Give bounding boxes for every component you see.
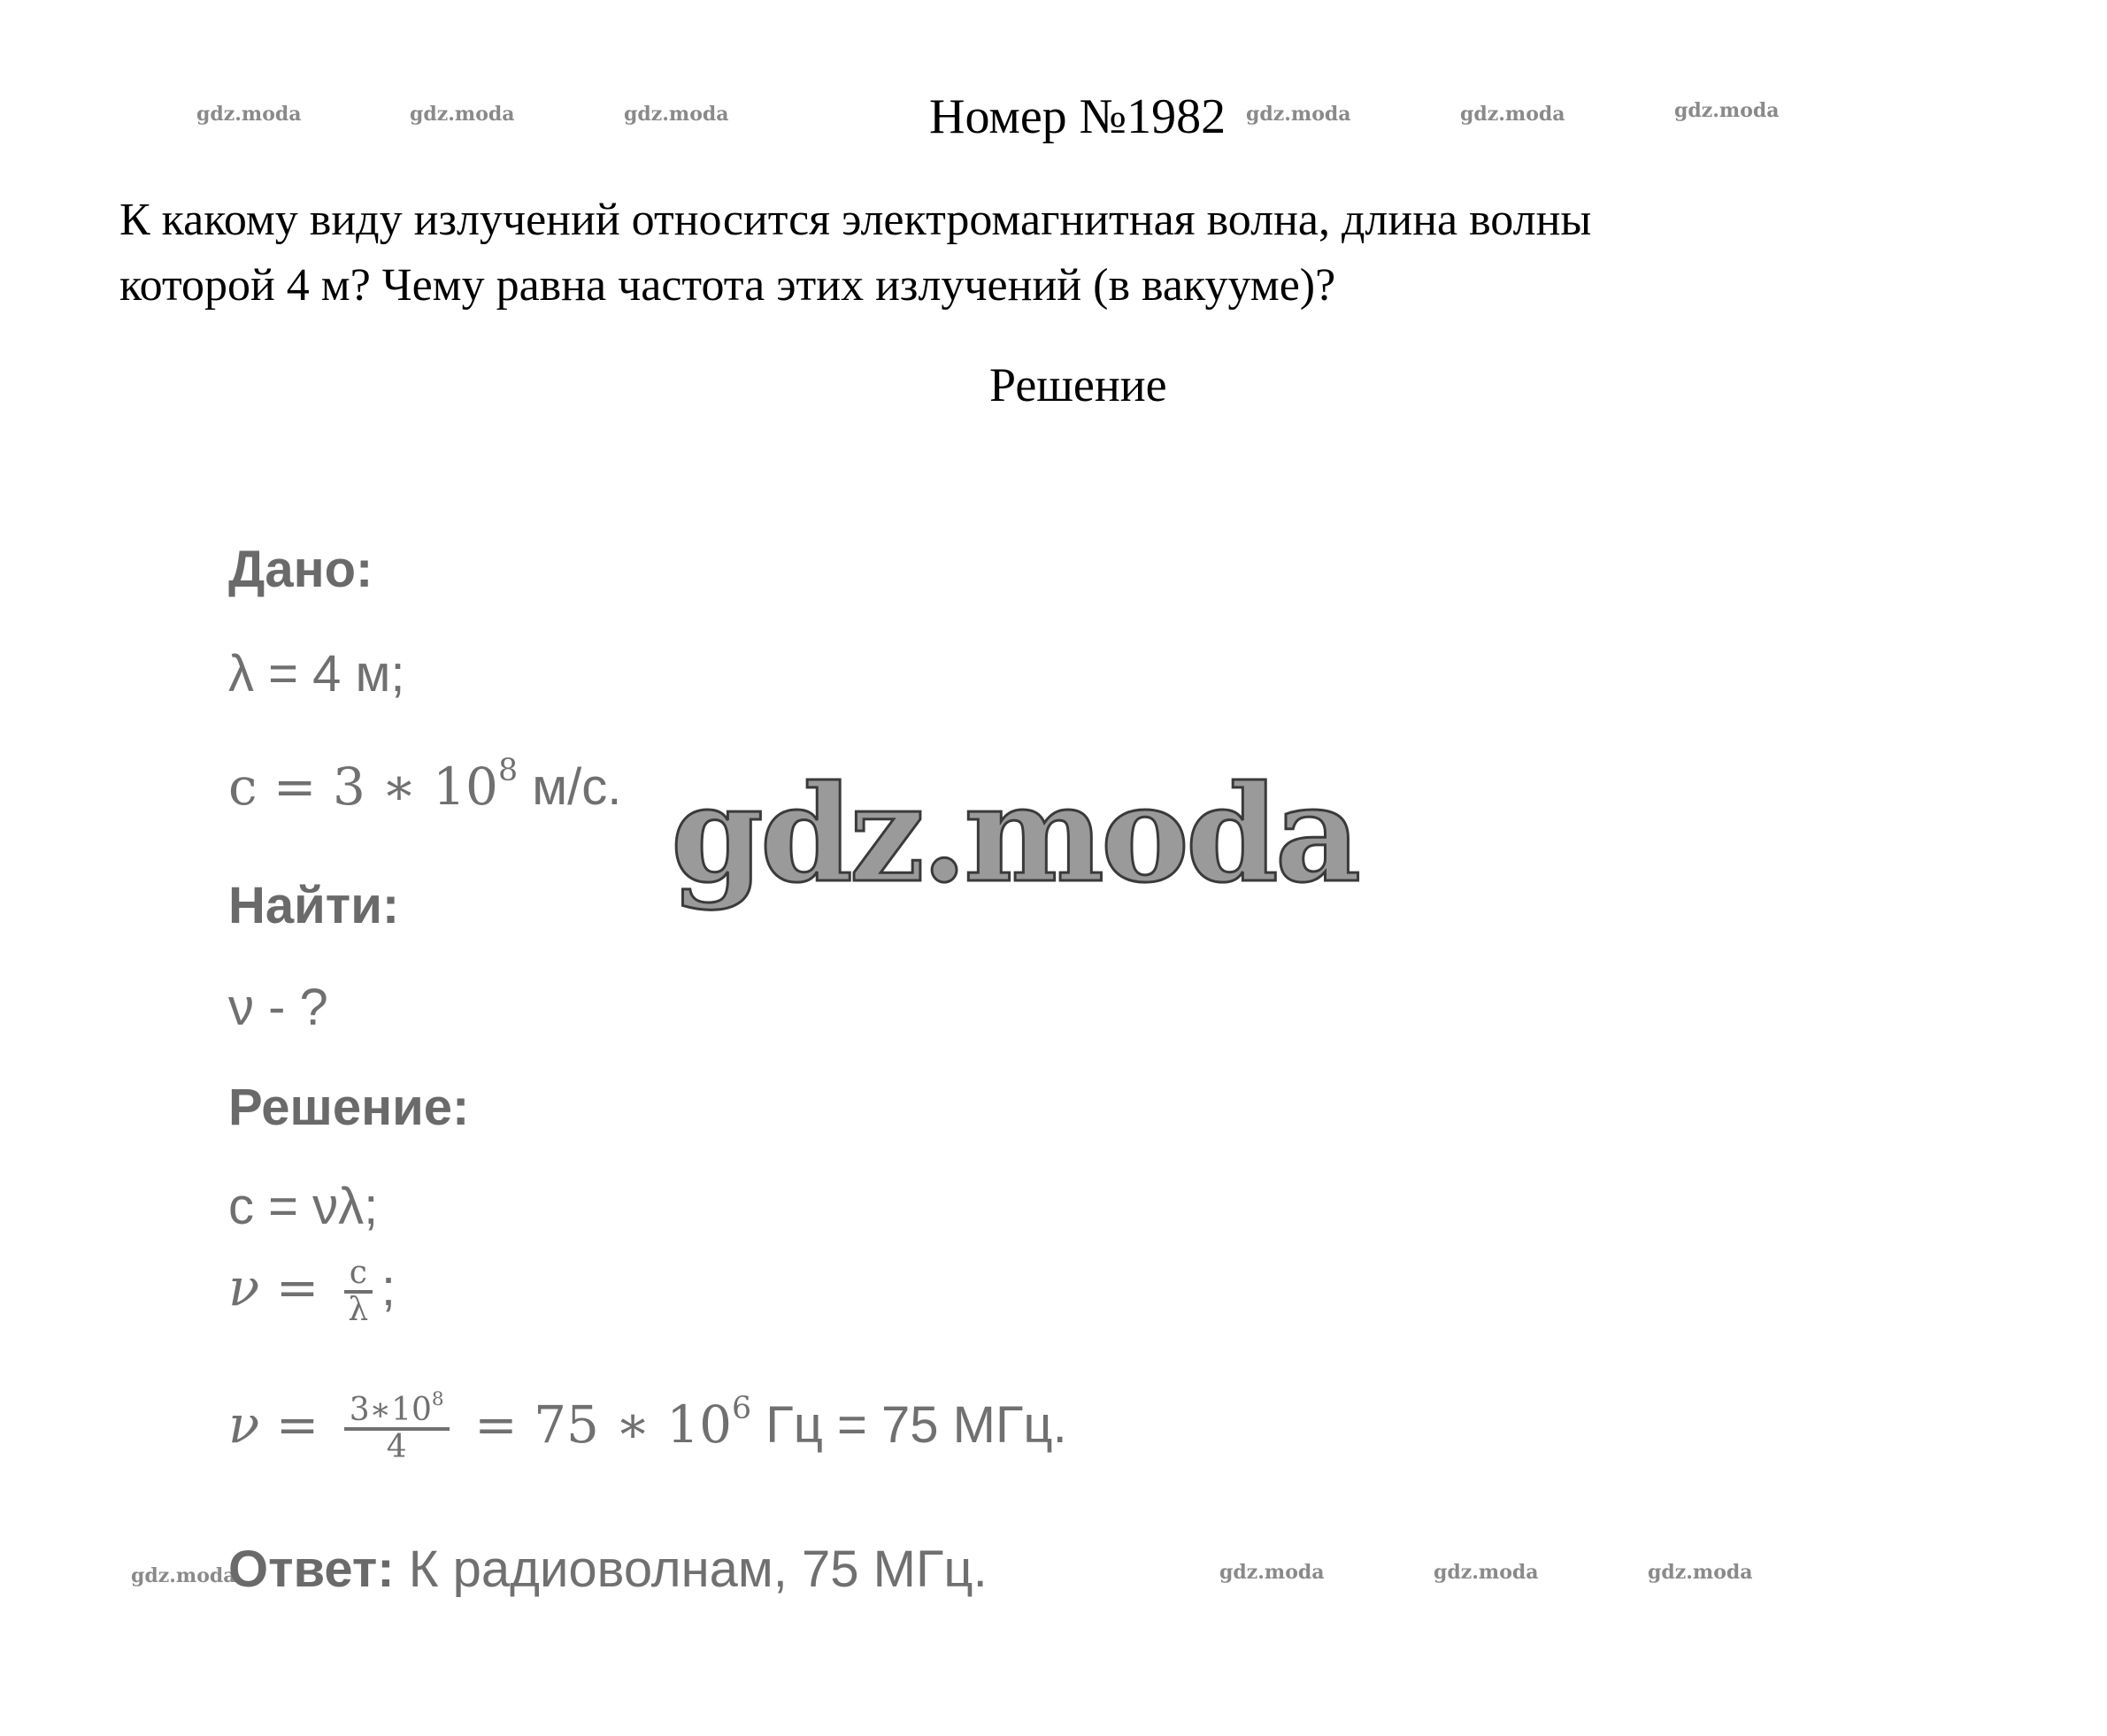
- watermark-text: gdz.moda: [196, 103, 302, 126]
- problem-statement-line: которой 4 м? Чему равна частота этих излучений (в вакууме)?: [119, 260, 1336, 311]
- c-unit: м/с.: [518, 758, 622, 816]
- find-frequency: ν - ?: [228, 979, 328, 1036]
- answer-text: К радиоволнам, 75 МГц.: [394, 1540, 988, 1598]
- problem-number-title: Номер №1982: [929, 89, 1227, 144]
- formula-mid: = 75 ∗ 10: [458, 1394, 733, 1456]
- c-expression: c = 3 ∗ 10: [228, 757, 498, 817]
- problem-statement-line: К какому виду излучений относится электромагнитная волна, длина волны: [119, 195, 1592, 245]
- watermark-text: gdz.moda: [1434, 1561, 1539, 1584]
- fraction-denominator: λ: [348, 1291, 369, 1328]
- formula-lhs: ν =: [228, 1394, 335, 1456]
- watermark-text: gdz.moda: [131, 1564, 236, 1587]
- solution-label: Решение:: [228, 1079, 470, 1136]
- formula-frequency: [228, 1256, 396, 1327]
- fraction: [344, 1256, 373, 1327]
- watermark-large: gdz.moda: [671, 757, 1358, 912]
- given-lambda: λ = 4 м;: [228, 645, 405, 703]
- formula-tail: Гц = 75 МГц.: [751, 1396, 1067, 1455]
- watermark-text: gdz.moda: [410, 103, 515, 126]
- watermark-text: gdz.moda: [624, 103, 729, 126]
- watermark-text: gdz.moda: [1460, 103, 1565, 126]
- numerator-exponent: 8: [431, 1387, 444, 1410]
- fraction-numerator: [344, 1387, 450, 1431]
- watermark-text: gdz.moda: [1648, 1561, 1753, 1584]
- solution-heading: Решение: [989, 358, 1167, 411]
- watermark-text: gdz.moda: [1219, 1561, 1325, 1584]
- given-label: Дано:: [228, 541, 373, 598]
- formula-exponent: 6: [732, 1390, 752, 1426]
- fraction: [344, 1387, 450, 1465]
- formula-tail: ;: [381, 1259, 396, 1317]
- c-exponent: 8: [497, 752, 519, 788]
- numerator-base: 3∗10: [349, 1392, 432, 1428]
- fraction-numerator: c: [344, 1256, 373, 1294]
- find-label: Найти:: [228, 877, 400, 934]
- fraction-denominator: 4: [386, 1428, 407, 1465]
- answer-label: Ответ:: [228, 1540, 395, 1598]
- given-speed-of-light: [228, 752, 622, 817]
- watermark-text: gdz.moda: [1246, 103, 1351, 126]
- watermark-text: gdz.moda: [1674, 99, 1780, 122]
- formula-lhs: ν =: [228, 1257, 335, 1318]
- problem-statement: [119, 188, 1889, 319]
- formula-wave-relation: c = νλ;: [228, 1178, 379, 1235]
- answer-line: [228, 1540, 988, 1599]
- formula-frequency-calculation: [228, 1387, 1067, 1465]
